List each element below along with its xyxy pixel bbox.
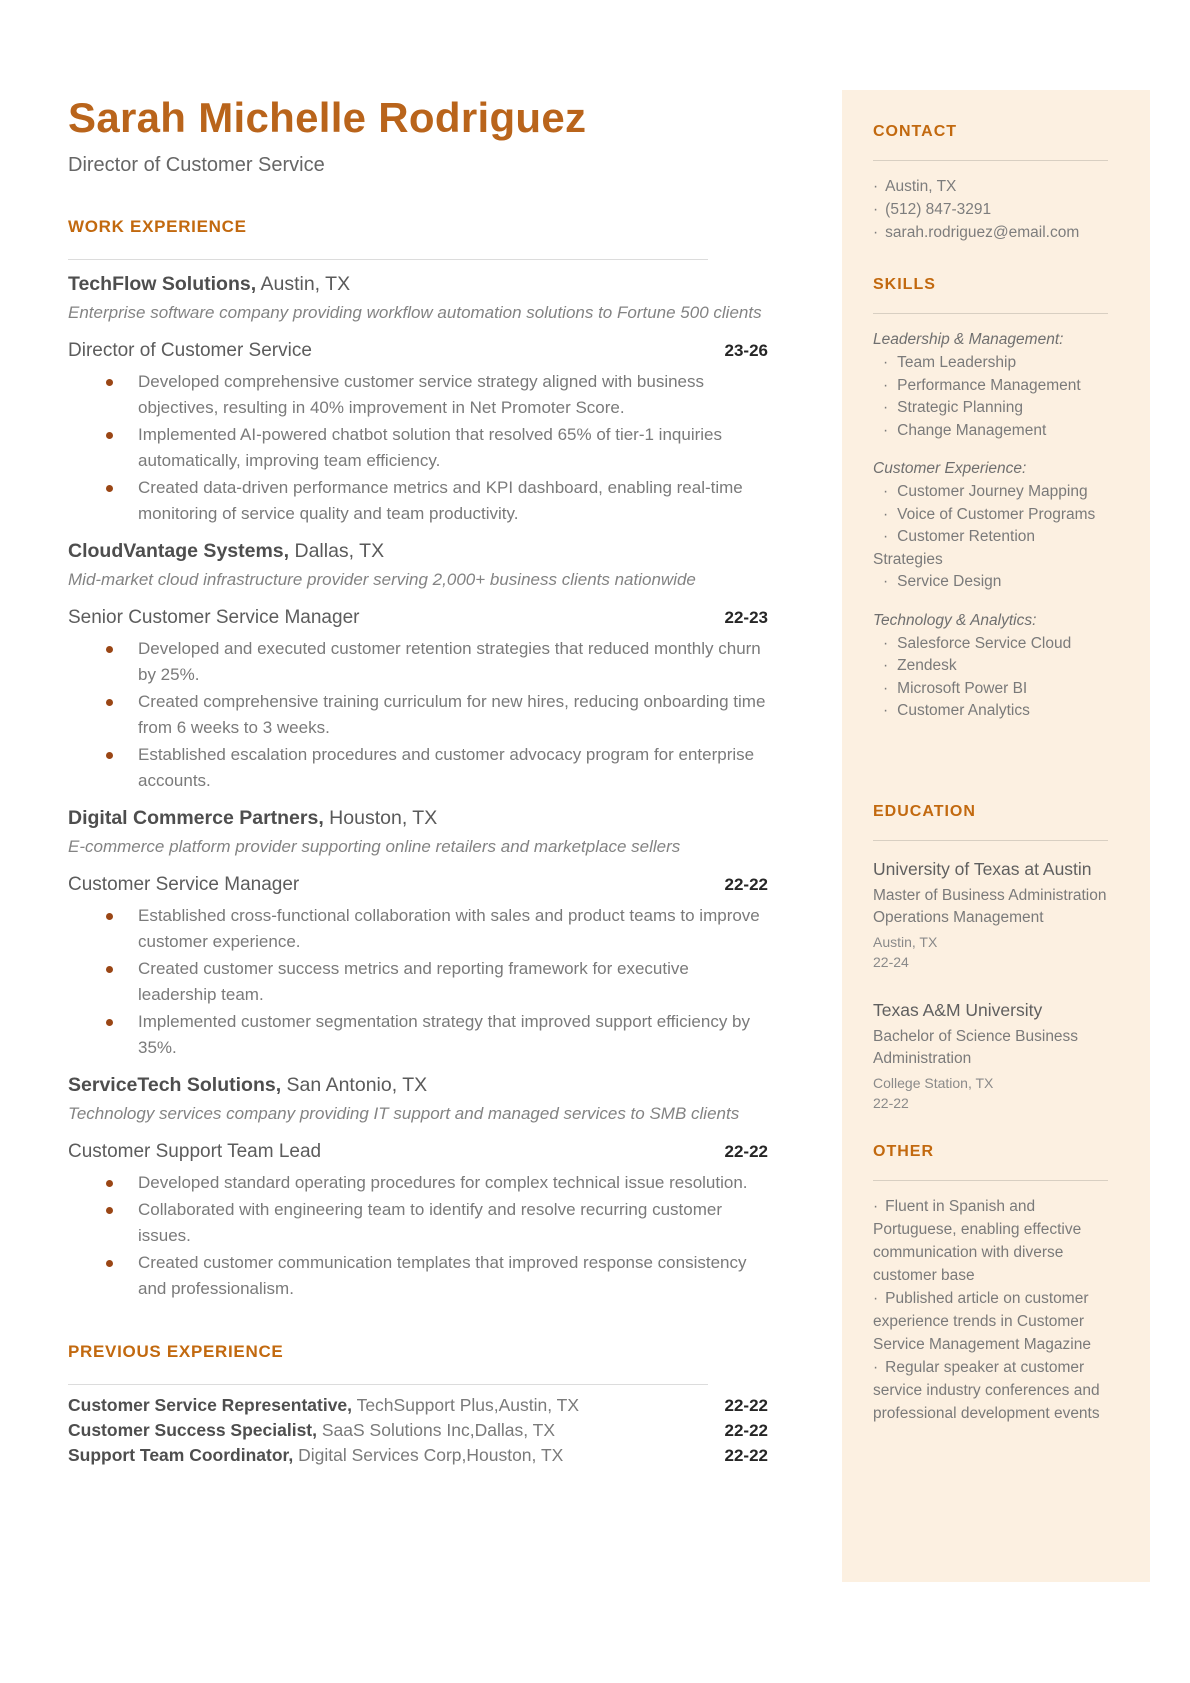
role-title: Customer Service Manager bbox=[68, 874, 300, 895]
role-dates: 22-23 bbox=[724, 608, 768, 627]
company-name: CloudVantage Systems, bbox=[68, 540, 290, 562]
other-heading: OTHER bbox=[873, 1142, 934, 1160]
role-title: Senior Customer Service Manager bbox=[68, 607, 360, 628]
previous-role-title: Support Team Coordinator, bbox=[68, 1445, 294, 1465]
education-entry bbox=[873, 998, 1108, 1113]
bullet-item: Developed comprehensive customer service strategy aligned with business objectives, resulting in 40% improvement in Net Promoter Score. bbox=[68, 369, 768, 421]
sidebar bbox=[842, 90, 1150, 1582]
previous-role bbox=[68, 1418, 555, 1443]
bullet-item: Created customer success metrics and reporting framework for executive leadership team. bbox=[68, 956, 768, 1008]
role-header bbox=[68, 607, 768, 629]
school-dates: 22-24 bbox=[873, 953, 909, 970]
section-divider bbox=[68, 1384, 708, 1385]
previous-experience-heading: PREVIOUS EXPERIENCE bbox=[68, 1342, 284, 1361]
education-entry bbox=[873, 857, 1108, 972]
bullet-item: Implemented customer segmentation strategy that improved support efficiency by 35%. bbox=[68, 1009, 768, 1061]
company-entry bbox=[68, 271, 768, 527]
role-header bbox=[68, 1141, 768, 1163]
role-title: Director of Customer Service bbox=[68, 340, 312, 361]
skill-group bbox=[873, 328, 1108, 442]
company-description: E-commerce platform provider supporting online retailers and marketplace sellers bbox=[68, 837, 681, 856]
role-dates: 23-26 bbox=[724, 341, 768, 360]
skill-item: · Customer Analytics bbox=[873, 700, 1108, 723]
previous-role-dates: 22-22 bbox=[724, 1421, 768, 1440]
contact-heading: CONTACT bbox=[873, 123, 958, 140]
bullet-item: Established cross-functional collaboration with sales and product teams to improve customer experience. bbox=[68, 903, 768, 955]
skill-group bbox=[873, 609, 1108, 723]
role-header bbox=[68, 874, 768, 896]
company-entry bbox=[68, 805, 768, 1061]
skill-item: · Service Design bbox=[873, 571, 1108, 594]
company-name-line bbox=[68, 271, 768, 297]
role-dates: 22-22 bbox=[724, 875, 768, 894]
company-description: Technology services company providing IT support and managed services to SMB clients bbox=[68, 1104, 740, 1123]
role-dates: 22-22 bbox=[724, 1142, 768, 1161]
previous-role bbox=[68, 1443, 563, 1468]
company-entry bbox=[68, 538, 768, 794]
sidebar-divider bbox=[873, 313, 1108, 314]
contact-item: · sarah.rodriguez@email.com bbox=[873, 221, 1108, 244]
contact-item: · Austin, TX bbox=[873, 175, 1108, 198]
company-name-line bbox=[68, 1072, 768, 1098]
bullet-item: Established escalation procedures and customer advocacy program for enterprise accounts. bbox=[68, 742, 768, 794]
role-header bbox=[68, 340, 768, 362]
skill-group bbox=[873, 457, 1108, 594]
company-name: ServiceTech Solutions, bbox=[68, 1074, 282, 1096]
bullet-item: Implemented AI-powered chatbot solution that resolved 65% of tier-1 inquiries automatically, improving team efficiency. bbox=[68, 422, 768, 474]
candidate-title: Director of Customer Service bbox=[68, 154, 325, 176]
skill-item: · Change Management bbox=[873, 420, 1108, 443]
company-entry bbox=[68, 1072, 768, 1302]
bullet-item: Developed and executed customer retention strategies that reduced monthly churn by 25%. bbox=[68, 636, 768, 688]
skill-item: · Team Leadership bbox=[873, 352, 1108, 375]
previous-role-title: Customer Service Representative, bbox=[68, 1395, 353, 1415]
contact-item: · (512) 847-3291 bbox=[873, 198, 1108, 221]
previous-experience-row bbox=[68, 1418, 768, 1443]
previous-role bbox=[68, 1393, 579, 1418]
company-description: Enterprise software company providing workflow automation solutions to Fortune 500 clients bbox=[68, 303, 762, 322]
school-name: University of Texas at Austin bbox=[873, 858, 1092, 879]
skill-category: Leadership & Management: bbox=[873, 331, 1064, 348]
skill-category: Technology & Analytics: bbox=[873, 611, 1037, 629]
school-location: Austin, TX bbox=[873, 933, 938, 950]
sidebar-divider bbox=[873, 160, 1108, 161]
company-location: San Antonio, TX bbox=[281, 1074, 428, 1096]
bullet-item: Collaborated with engineering team to identify and resolve recurring customer issues. bbox=[68, 1197, 768, 1249]
previous-experience-row bbox=[68, 1393, 768, 1418]
role-bullet-list bbox=[68, 369, 768, 527]
previous-experience-row bbox=[68, 1443, 768, 1468]
skill-item: · Strategic Planning bbox=[873, 397, 1108, 420]
other-list bbox=[873, 1195, 1108, 1425]
previous-role-company: Digital Services Corp,Houston, TX bbox=[293, 1445, 564, 1465]
skills-list bbox=[873, 328, 1108, 723]
skill-item: · Performance Management bbox=[873, 375, 1108, 398]
section-divider bbox=[68, 259, 708, 260]
main-column bbox=[68, 94, 768, 1468]
company-location: Houston, TX bbox=[323, 807, 438, 829]
work-experience-list bbox=[68, 271, 768, 1302]
skill-category: Customer Experience: bbox=[873, 460, 1027, 477]
degree: Master of Business Administration Operations Management bbox=[873, 886, 1107, 926]
bullet-item: Created customer communication templates that improved response consistency and professionalism. bbox=[68, 1250, 768, 1302]
skill-item: · Salesforce Service Cloud bbox=[873, 633, 1108, 656]
role-title: Customer Support Team Lead bbox=[68, 1141, 322, 1162]
previous-role-title: Customer Success Specialist, bbox=[68, 1420, 317, 1440]
bullet-item: Created data-driven performance metrics and KPI dashboard, enabling real-time monitoring of service quality and team productivity. bbox=[68, 475, 768, 527]
skill-item: · Zendesk bbox=[873, 655, 1108, 678]
contact-list bbox=[873, 175, 1108, 244]
sidebar-divider bbox=[873, 1180, 1108, 1181]
company-location: Dallas, TX bbox=[289, 540, 385, 562]
candidate-name: Sarah Michelle Rodriguez bbox=[68, 94, 587, 141]
role-bullet-list bbox=[68, 1170, 768, 1302]
previous-role-company: TechSupport Plus,Austin, TX bbox=[352, 1395, 580, 1415]
previous-role-dates: 22-22 bbox=[724, 1396, 768, 1415]
role-bullet-list bbox=[68, 903, 768, 1061]
school-dates: 22-22 bbox=[873, 1094, 909, 1111]
skill-item: · Microsoft Power BI bbox=[873, 678, 1108, 701]
other-item: · Fluent in Spanish and Portuguese, enabling effective communication with diverse customer base bbox=[873, 1195, 1108, 1287]
previous-experience-list bbox=[68, 1393, 768, 1468]
other-item: · Published article on customer experience trends in Customer Service Management Magazine bbox=[873, 1287, 1108, 1356]
company-name-line bbox=[68, 805, 768, 831]
company-location: Austin, TX bbox=[256, 273, 351, 295]
skills-heading: SKILLS bbox=[873, 276, 936, 293]
education-list bbox=[873, 857, 1108, 1113]
bullet-item: Developed standard operating procedures for complex technical issue resolution. bbox=[68, 1170, 768, 1196]
school-name: Texas A&M University bbox=[873, 999, 1043, 1020]
company-name-line bbox=[68, 538, 768, 564]
company-description: Mid-market cloud infrastructure provider serving 2,000+ business clients nationwide bbox=[68, 570, 696, 589]
company-name: TechFlow Solutions, bbox=[68, 273, 257, 295]
degree: Bachelor of Science Business Administration bbox=[873, 1027, 1079, 1067]
work-experience-heading: WORK EXPERIENCE bbox=[68, 217, 247, 236]
role-bullet-list bbox=[68, 636, 768, 794]
school-location: College Station, TX bbox=[873, 1074, 994, 1091]
other-item: · Regular speaker at customer service industry conferences and professional development events bbox=[873, 1356, 1108, 1425]
company-name: Digital Commerce Partners, bbox=[68, 807, 324, 829]
skill-item: · Customer Journey Mapping bbox=[873, 481, 1108, 504]
bullet-item: Created comprehensive training curriculum for new hires, reducing onboarding time from 6 weeks to 3 weeks. bbox=[68, 689, 768, 741]
skill-item: · Customer Retention Strategies bbox=[873, 526, 1108, 571]
previous-role-company: SaaS Solutions Inc,Dallas, TX bbox=[317, 1420, 555, 1440]
sidebar-divider bbox=[873, 840, 1108, 841]
skill-item: · Voice of Customer Programs bbox=[873, 504, 1108, 527]
education-heading: EDUCATION bbox=[873, 802, 976, 820]
previous-role-dates: 22-22 bbox=[724, 1446, 768, 1465]
